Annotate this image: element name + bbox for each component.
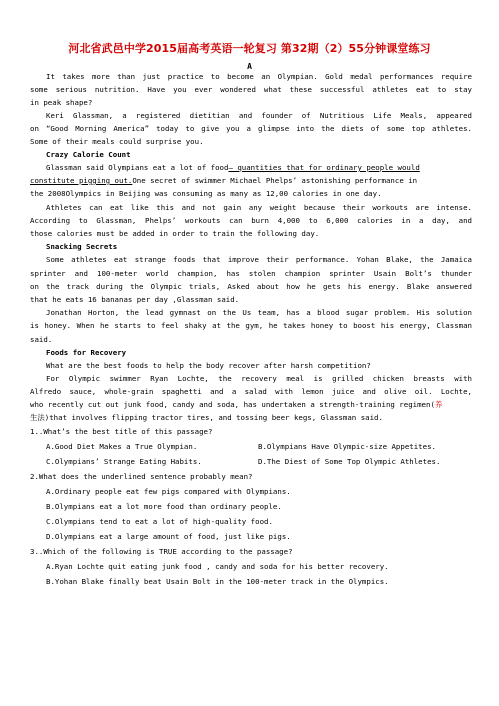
answer-option: C.Olympians’ Strange Eating Habits. xyxy=(46,457,202,466)
passage-line: those calories must be added in order to train the following day. xyxy=(30,229,320,238)
passage-line xyxy=(46,162,472,174)
answer-option: B.Olympians eat a lot more food than ordinary people. xyxy=(46,502,282,511)
passage-line: sprinter and 100-meter world champion, has stolen champion sprinter Usain Bolt’s thunder xyxy=(30,269,472,278)
page-title: 河北省武邑中学2015届高考英语一轮复习 第32期（2）55分钟课堂练习 xyxy=(68,42,431,55)
passage-line: Jonathan Horton, the lead gymnast on the Us team, has a blood sugar problem. His solution xyxy=(46,308,472,317)
passage-line: Some athletes eat strange foods that improve their performance. Yohan Blake, the Jamaica xyxy=(46,255,472,264)
passage-line: the 2008Olympics in Beijing was consuming as many as 12,00 calories in one day. xyxy=(30,189,382,198)
section-heading: Crazy Calorie Count xyxy=(46,150,131,159)
passage-text: One secret of swimmer Michael Phelps’ astonishing performance in xyxy=(132,176,418,185)
question-stem: 1..What’s the best title of this passage? xyxy=(30,427,213,436)
answer-option: A.Ryan Lochte quit eating junk food , candy and soda for his better recovery. xyxy=(46,562,389,571)
passage-line: in peak shape? xyxy=(30,98,93,107)
passage-line: 生法)that involves flipping tractor tires, and tossing beer kegs, Glassman said. xyxy=(30,413,383,422)
passage-line xyxy=(30,399,472,411)
answer-option: D.Olympians eat a large amount of food, just like pigs. xyxy=(46,532,291,541)
question-stem: 3..Which of the following is TRUE according to the passage? xyxy=(30,547,293,556)
red-annotation: 养 xyxy=(434,400,443,409)
answer-option: B.Yohan Blake finally beat Usain Bolt in the 100-meter track in the Olympics. xyxy=(46,577,389,586)
answer-option: A.Ordinary people eat few pigs compared with Olympians. xyxy=(46,487,291,496)
section-heading: Snacking Secrets xyxy=(46,242,118,251)
passage-line: said. xyxy=(30,335,53,344)
question-stem: 2.What does the underlined sentence probably mean? xyxy=(30,472,253,481)
passage-text: who recently cut out junk food, candy and soda, has undertaken a strength-training regimen( xyxy=(30,400,435,409)
passage-line: that he eats 16 bananas per day ,Glassman said. xyxy=(30,295,240,304)
passage-line: on “Good Morning America” today to give you a glimpse into the diets of some top athletes. xyxy=(30,124,472,133)
passage-line: Athletes can eat like this and not gain any weight because their workouts are intense. xyxy=(46,203,472,212)
passage-line: Keri Glassman, a registered dietitian and founder of Nutritious Life Meals, appeared xyxy=(46,111,472,120)
passage-text: Glassman said Olympians eat a lot of food xyxy=(46,163,229,172)
passage-line xyxy=(30,175,472,187)
passage-line: For Olympic swimmer Ryan Lochte, the recovery meal is grilled chicken breasts with xyxy=(46,374,472,383)
passage-line: It takes more than just practice to become an Olympian. Gold medal performances require xyxy=(46,72,472,81)
answer-option: B.Olympians Have Olympic-size Appetites. xyxy=(258,442,436,451)
answer-option: C.Olympians tend to eat a lot of high-quality food. xyxy=(46,517,273,526)
passage-line: some serious nutrition. Have you ever wondered what these successful athletes eat to stay xyxy=(30,85,472,94)
answer-option: D.The Diest of Some Top Olympic Athletes. xyxy=(258,457,441,466)
passage-line: on the track during the Olympic trials, Asked about how he gets his energy. Blake answered xyxy=(30,282,472,291)
passage-line: Some of their meals could surprise you. xyxy=(30,137,204,146)
section-heading: Foods for Recovery xyxy=(46,348,127,357)
passage-line: According to Glassman, Phelps’ workouts can burn 4,000 to 6,000 calories in a day, and xyxy=(30,216,472,225)
section-label: A xyxy=(247,62,252,71)
passage-line: Alfredo sauce, whole-grain spaghetti and a salad with lemon juice and olive oil. Lochte, xyxy=(30,387,472,396)
underlined-sentence: – quantities that for ordinary people would xyxy=(228,163,420,172)
passage-line: is honey. When he starts to feel shaky at the gym, he takes honey to boost his energy, Classman xyxy=(30,321,472,330)
answer-option: A.Good Diet Makes a True Olympian. xyxy=(46,442,198,451)
passage-line: What are the best foods to help the body recover after harsh competition? xyxy=(46,361,371,370)
underlined-sentence: constitute pigging out. xyxy=(30,176,133,185)
